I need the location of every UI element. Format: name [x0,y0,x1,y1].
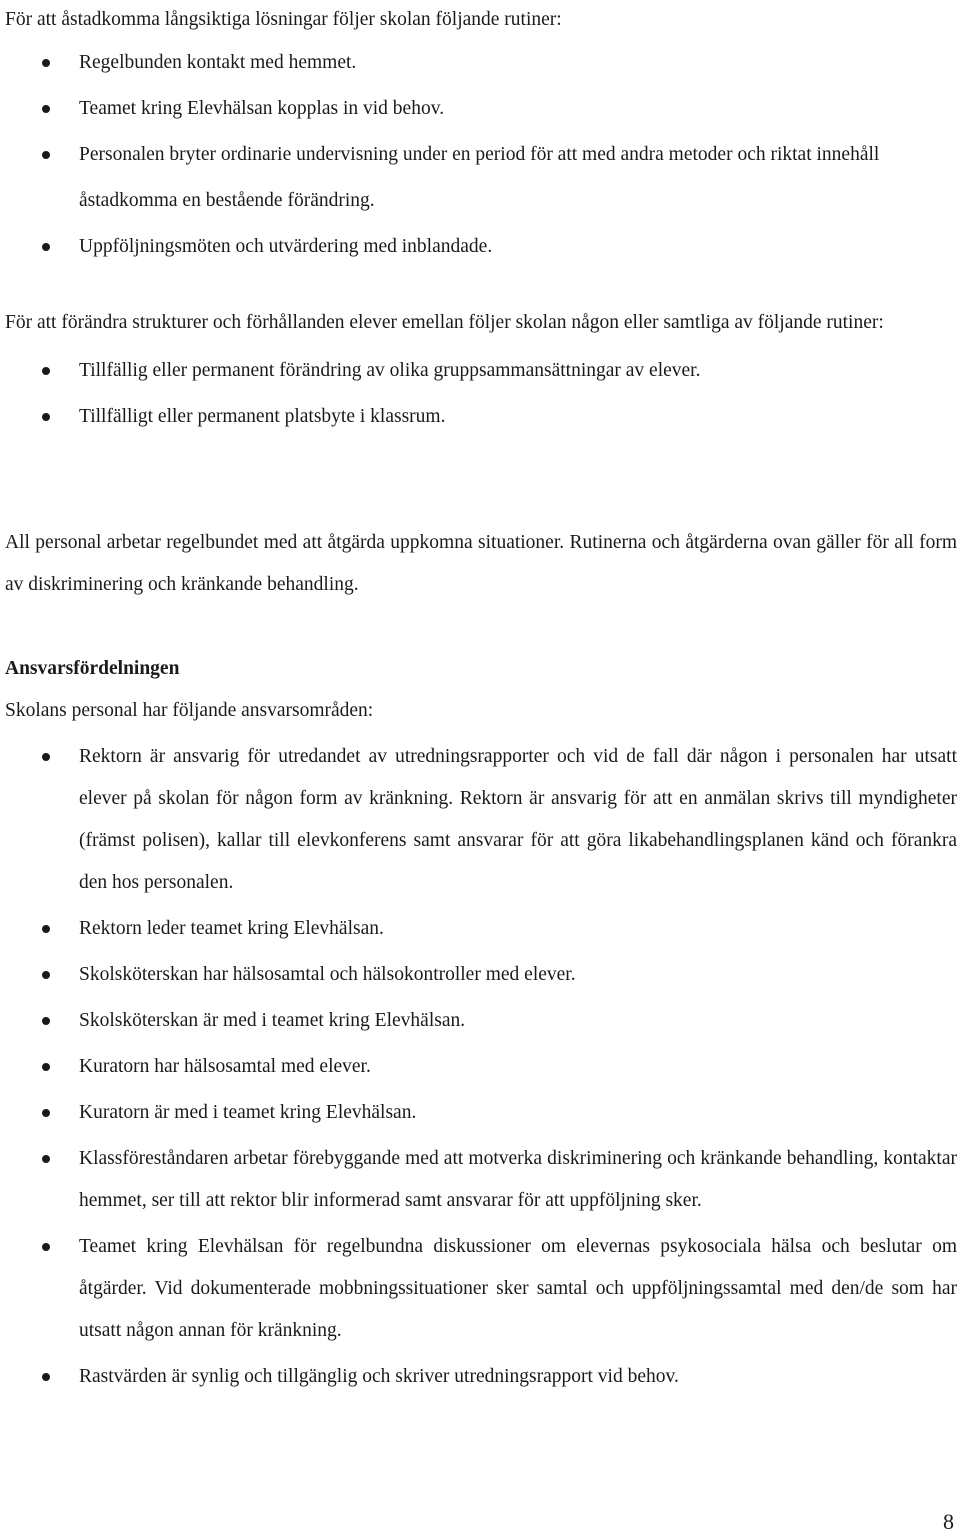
bullet-icon [42,59,50,67]
list-item [5,132,957,224]
list-item [5,394,957,440]
bullet-icon [42,753,50,761]
long-term-routines-list [5,40,957,270]
responsibilities-list [5,736,957,1398]
list-item [5,954,957,996]
bullet-icon [42,243,50,251]
bullet-icon [42,1063,50,1071]
bullet-icon [42,1109,50,1117]
list-item [5,40,957,86]
list-item-text: Tillfällig eller permanent förändring av olika gruppsammansättningar av elever. [79,360,701,381]
list-item [5,1138,957,1222]
list-item-text: Regelbunden kontakt med hemmet. [79,52,357,73]
bullet-icon [42,1017,50,1025]
responsibilities-section [5,648,957,1398]
list-item [5,1000,957,1042]
page-number: 8 [943,1509,954,1534]
list-item-text: Kuratorn har hälsosamtal med elever. [79,1056,371,1077]
bullet-icon [42,367,50,375]
bullet-icon [42,1243,50,1251]
bullet-icon [42,1155,50,1163]
list-item-text: Teamet kring Elevhälsan för regelbundna diskussioner om elevernas psykosociala hälsa och beslutar om åtgärder. Vid dokumenterade mobbningssituationer sker samtal och uppföljningssamtal med den/de som har utsatt någon annan för kränkning. [79,1236,957,1341]
routine-section-structures [5,302,957,440]
list-item-text: Rektorn leder teamet kring Elevhälsan. [79,918,384,939]
intro-paragraph-long-term: För att åstadkomma långsiktiga lösningar följer skolan följande rutiner: [5,9,562,30]
routine-section-long-term [5,0,957,270]
bullet-icon [42,971,50,979]
bullet-icon [42,413,50,421]
list-item [5,1046,957,1088]
bullet-icon [42,151,50,159]
list-item-text: Kuratorn är med i teamet kring Elevhälsan. [79,1102,417,1123]
general-staff-section [5,522,957,606]
list-item-text: Personalen bryter ordinarie undervisning under en period för att med andra metoder och riktat innehåll åstadkomma en bestående förändring. [79,144,880,211]
bullet-icon [42,105,50,113]
list-item-text: Rastvärden är synlig och tillgänglig och skriver utredningsrapport vid behov. [79,1366,679,1387]
section-heading: Ansvarsfördelningen [5,658,180,679]
list-item-text: Klassföreståndaren arbetar förebyggande med att motverka diskriminering och kränkande behandling, kontaktar hemmet, ser till att rektor blir informerad samt ansvarar för att uppföljning sker. [79,1148,957,1211]
list-item [5,1356,957,1398]
list-item [5,1226,957,1352]
intro-paragraph-structures: För att förändra strukturer och förhållanden elever emellan följer skolan någon eller samtliga av följande rutiner: [5,312,884,333]
list-item-text: Rektorn är ansvarig för utredandet av utredningsrapporter och vid de fall där någon i personalen har utsatt elever på skolan för någon form av kränkning. Rektorn är ansvarig för att en anmälan skrivs till myndigheter (främst polisen), kallar till elevkonferens samt ansvarar för att göra likabehandlingsplanen känd och förankra den hos personalen. [79,746,957,893]
section-intro: Skolans personal har följande ansvarsområden: [5,700,374,721]
list-item [5,736,957,904]
list-item-text: Skolsköterskan har hälsosamtal och hälsokontroller med elever. [79,964,576,985]
list-item-text: Uppföljningsmöten och utvärdering med inblandade. [79,236,493,257]
bullet-icon [42,925,50,933]
list-item-text: Tillfälligt eller permanent platsbyte i klassrum. [79,406,446,427]
list-item [5,348,957,394]
list-item-text: Skolsköterskan är med i teamet kring Elevhälsan. [79,1010,466,1031]
list-item-text: Teamet kring Elevhälsan kopplas in vid behov. [79,98,445,119]
bullet-icon [42,1373,50,1381]
list-item [5,224,957,270]
staff-paragraph: All personal arbetar regelbundet med att åtgärda uppkomna situationer. Rutinerna och åtgärderna ovan gäller för all form av diskriminering och kränkande behandling. [5,532,957,595]
structure-routines-list [5,348,957,440]
list-item [5,86,957,132]
list-item [5,1092,957,1134]
list-item [5,908,957,950]
